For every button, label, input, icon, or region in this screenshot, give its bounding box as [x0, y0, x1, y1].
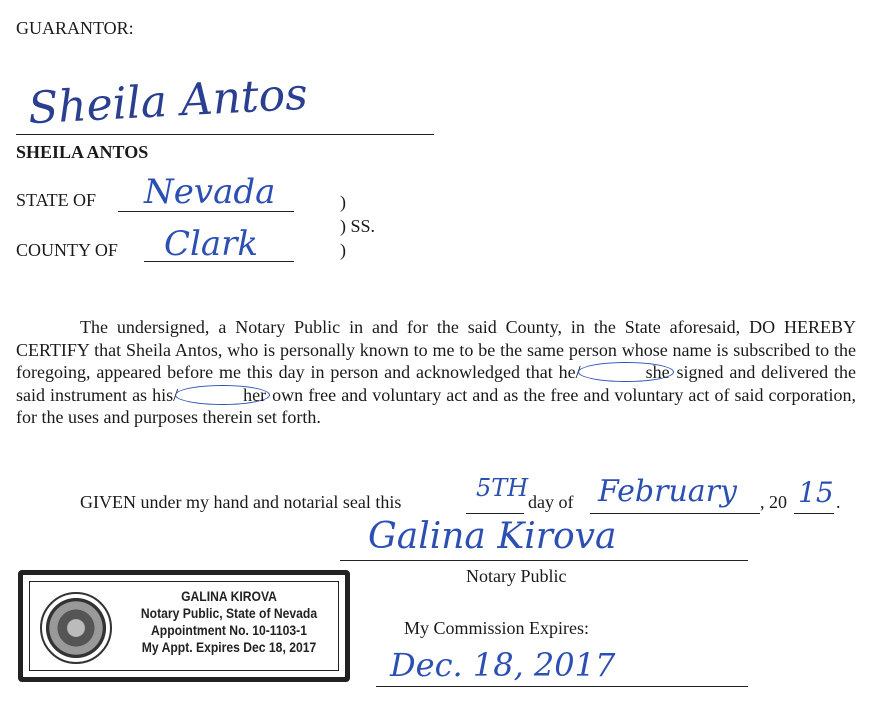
notary-signature-line [340, 560, 748, 561]
given-year-value: 15 [798, 476, 834, 509]
state-value: Nevada [144, 172, 276, 212]
month-line [590, 513, 760, 514]
given-day-value: 5TH [476, 474, 529, 502]
commission-line [376, 686, 748, 687]
stamp-line-2: Notary Public, State of Nevada [140, 606, 318, 621]
county-line [144, 261, 294, 262]
guarantor-signature: Sheila Antos [26, 68, 309, 135]
commission-label: My Commission Expires: [404, 618, 590, 638]
stamp-line-3: Appointment No. 10-1103-1 [151, 623, 307, 638]
given-day-of: day of [528, 492, 574, 512]
state-seal-icon [40, 592, 112, 664]
given-prefix: GIVEN under my hand and notarial seal this [80, 492, 402, 512]
commission-value: Dec. 18, 2017 [390, 646, 616, 684]
paragraph-part-3: own free and voluntary act and as the free and voluntary act of said corporation, for the uses and purposes therein set forth. [16, 384, 856, 428]
given-month-value: February [598, 474, 737, 509]
venue-ss: ) SS. [340, 216, 376, 236]
notary-signature: Galina Kirova [368, 516, 617, 557]
venue-paren-top: ) [340, 192, 346, 212]
circled-her: her [175, 385, 270, 405]
notary-title: Notary Public [466, 566, 567, 586]
year-line [794, 513, 834, 514]
stamp-text [127, 588, 330, 656]
given-year-prefix: , 20 [760, 492, 787, 512]
stamp-name: GALINA KIROVA [181, 589, 277, 604]
notary-stamp [18, 570, 350, 682]
stamp-line-4: My Appt. Expires Dec 18, 2017 [141, 640, 317, 655]
guarantor-printed-name: SHEILA ANTOS [16, 142, 149, 162]
certification-paragraph [16, 316, 856, 429]
day-line [466, 513, 524, 514]
state-line [118, 211, 294, 212]
paragraph-part-2: signed and delivered the said instrument as his/ [16, 362, 856, 405]
circled-she: she [578, 362, 674, 382]
stamp-border [29, 581, 339, 671]
state-label: STATE OF [16, 190, 97, 210]
venue-paren-bottom: ) [340, 240, 346, 260]
guarantor-label: GUARANTOR: [16, 18, 134, 38]
paragraph-part-1: The undersigned, a Notary Public in and for the said County, in the State aforesaid, DO HEREBY CERTIFY that Sheila Antos, who is personally known to me to be the same person whose name is subscribed to the foregoing, appeared before me this day in person and acknowledged that he/ [16, 317, 856, 383]
signature-line [16, 134, 434, 135]
county-label: COUNTY OF [16, 240, 118, 260]
given-end: . [836, 492, 841, 512]
county-value: Clark [164, 224, 259, 264]
